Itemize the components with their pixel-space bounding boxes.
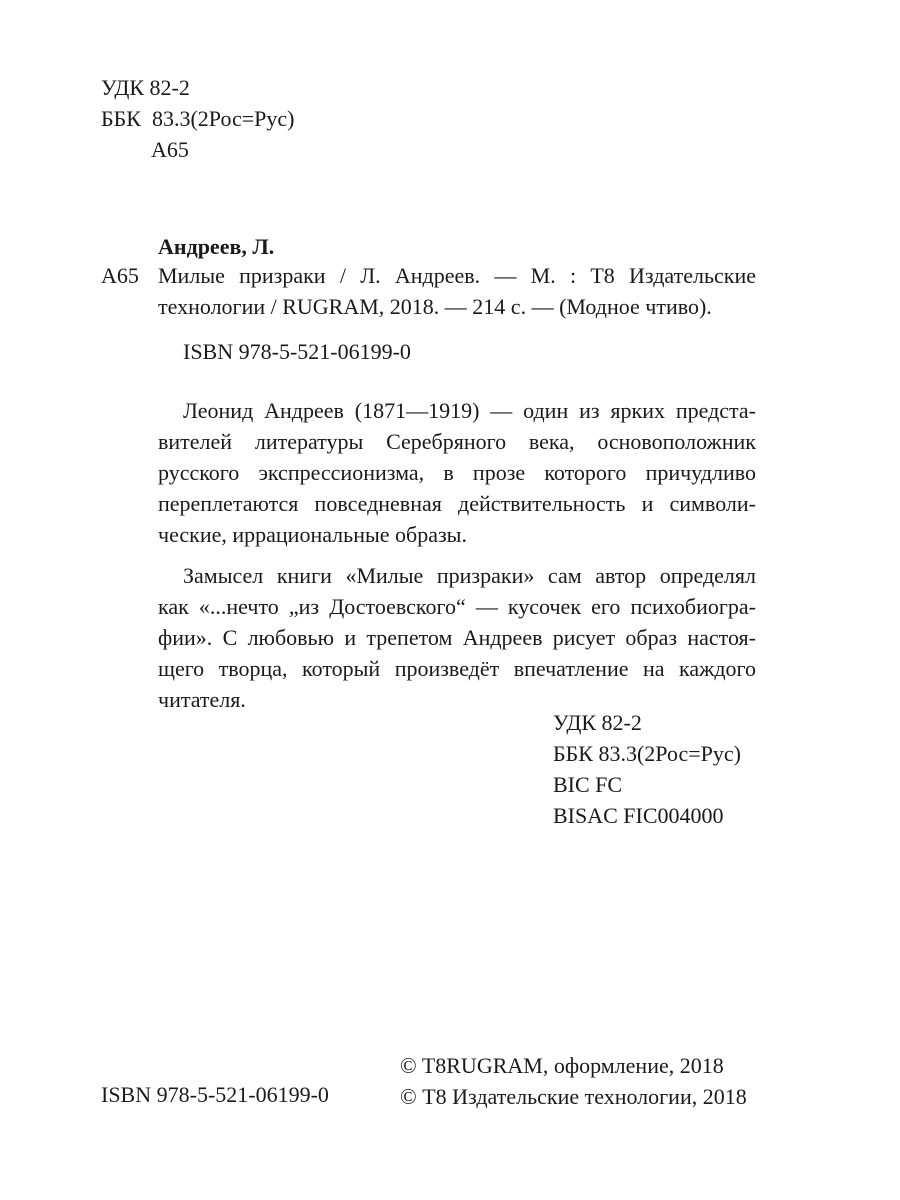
annotation-line: ческие, иррациональные образы.: [158, 522, 467, 547]
author-name: Андреев, Л.: [158, 234, 275, 259]
annotation-line: переплетаются повседневная действительность и символи-: [158, 491, 756, 516]
copyright-line: © Т8 Издательские технологии, 2018: [400, 1084, 747, 1109]
bib-line: технологии / RUGRAM, 2018. — 214 с. — (Модное чтиво).: [158, 294, 712, 319]
bisac-code: BISAC FIC004000: [553, 803, 724, 828]
annotation-line: Леонид Андреев (1871—1919) — один из ярких предста-: [183, 398, 756, 423]
bib-line: Милые призраки / Л. Андреев. — М. : Т8 Издательские: [158, 263, 756, 288]
annotation-line: русского экспрессионизма, в прозе которого причудливо: [158, 460, 756, 485]
copyright-line: © T8RUGRAM, оформление, 2018: [400, 1053, 724, 1078]
classification-bottom: [553, 707, 741, 831]
bbk-code: ББК 83.3(2Рос=Рус): [101, 106, 295, 131]
annotation-line: читателя.: [158, 687, 246, 712]
author-code: А65: [101, 263, 139, 288]
annotation-line: щего творца, который произведёт впечатление на каждого: [158, 656, 756, 681]
annotation: [158, 395, 756, 715]
copyright: [400, 1050, 747, 1112]
bibliographic-description: [158, 260, 756, 322]
annotation-line: фии». С любовью и трепетом Андреев рисует образ настоя-: [158, 625, 756, 650]
isbn-footer: ISBN 978-5-521-06199-0: [101, 1082, 329, 1107]
udk-code: УДК 82-2: [553, 710, 642, 735]
udk-code: УДК 82-2: [101, 75, 190, 100]
annotation-line: как «...нечто „из Достоевского“ — кусочек его психобиогра-: [158, 594, 756, 619]
annotation-line: вителей литературы Серебряного века, основоположник: [158, 429, 756, 454]
classification-top: [101, 72, 295, 165]
bbk-code: ББК 83.3(2Рос=Рус): [553, 741, 741, 766]
annotation-line: Замысел книги «Милые призраки» сам автор определял: [183, 563, 756, 588]
isbn-bibliographic: ISBN 978-5-521-06199-0: [183, 339, 411, 364]
bic-code: BIC FC: [553, 772, 623, 797]
author-mark: А65: [151, 137, 189, 162]
